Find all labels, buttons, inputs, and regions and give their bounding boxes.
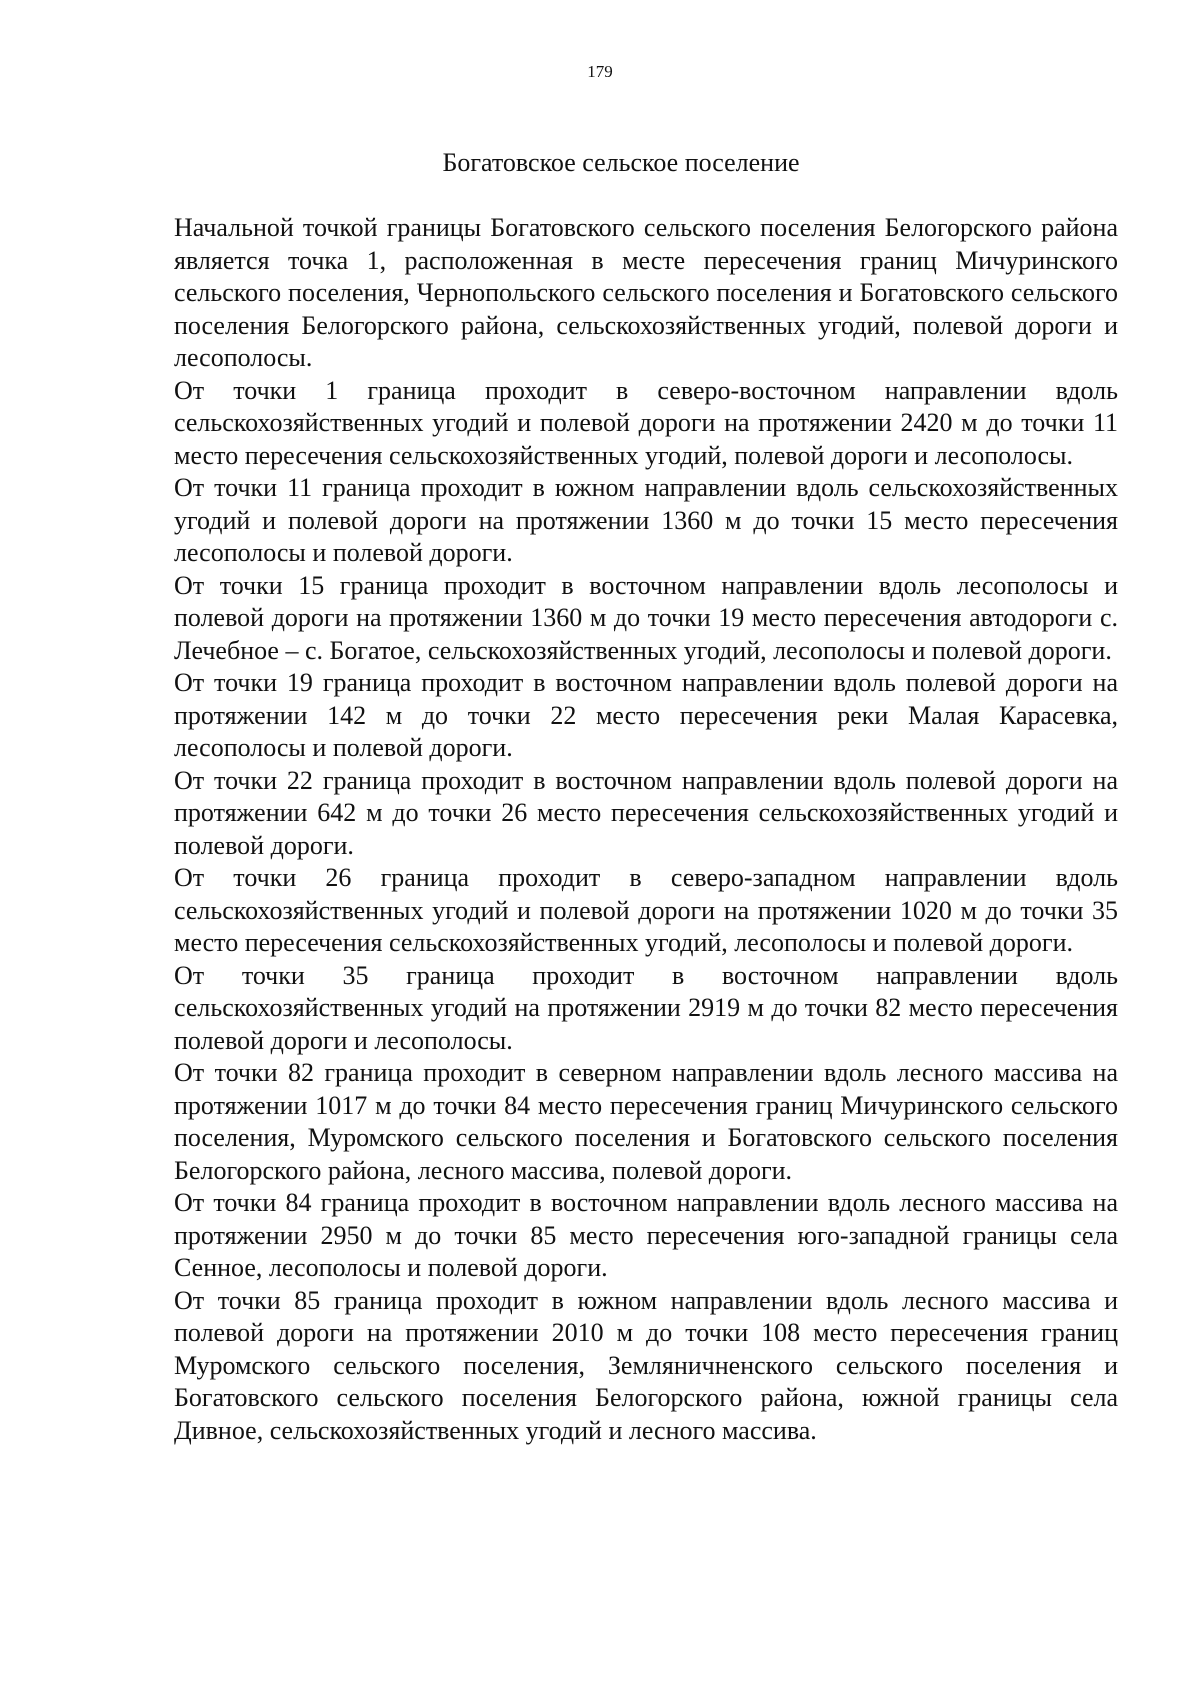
paragraph-point-1: От точки 1 граница проходит в северо-восточном направлении вдоль сельскохозяйственных угодий и полевой дороги на протяжении 2420 м до точки 11 место пересечения сельскохозяйственных угодий, полевой дороги и лесополосы. — [174, 375, 1118, 470]
paragraph-starting-point: Начальной точкой границы Богатовского сельского поселения Белогорского района является точка 1, расположенная в месте пересечения границ Мичуринского сельского поселения, Чернопольского сельского поселения и Богатовского сельского поселения Белогорского района, сельскохозяйственных угодий, полевой дороги и лесополосы. — [174, 213, 1118, 372]
paragraph-point-26: От точки 26 граница проходит в северо-западном направлении вдоль сельскохозяйственных угодий и полевой дороги на протяжении 1020 м до точки 35 место пересечения сельскохозяйственных угодий, лесополосы и полевой дороги. — [174, 863, 1118, 957]
paragraph-point-15: От точки 15 граница проходит в восточном направлении вдоль лесополосы и полевой дороги на протяжении 1360 м до точки 19 место пересечения автодороги с. Лечебное – с. Богатое, сельскохозяйственных угодий, лесополосы и полевой дороги. — [174, 570, 1118, 665]
paragraph-point-22: От точки 22 граница проходит в восточном направлении вдоль полевой дороги на протяжении 642 м до точки 26 место пересечения сельскохозяйственных угодий и полевой дороги. — [174, 765, 1118, 860]
paragraph-point-19: От точки 19 граница проходит в восточном направлении вдоль полевой дороги на протяжении 142 м до точки 22 место пересечения реки Малая Карасевка, лесополосы и полевой дороги. — [174, 668, 1118, 762]
document-title: Богатовское сельское поселение — [442, 148, 800, 177]
document-body — [174, 212, 1118, 1447]
paragraph-point-35: От точки 35 граница проходит в восточном направлении вдоль сельскохозяйственных угодий на протяжении 2919 м до точки 82 место пересечения полевой дороги и лесополосы. — [174, 960, 1118, 1055]
paragraph-point-82: От точки 82 граница проходит в северном направлении вдоль лесного массива на протяжении 1017 м до точки 84 место пересечения границ Мичуринского сельского поселения, Муромского сельского поселения и Богатовского сельского поселения Белогорского района, лесного массива, полевой дороги. — [174, 1058, 1118, 1185]
paragraph-point-85: От точки 85 граница проходит в южном направлении вдоль лесного массива и полевой дороги на протяжении 2010 м до точки 108 место пересечения границ Муромского сельского поселения, Земляничненского сельского поселения и Богатовского сельского поселения Белогорского района, южной границы села Дивное, сельскохозяйственных угодий и лесного массива. — [174, 1285, 1118, 1445]
paragraph-point-84: От точки 84 граница проходит в восточном направлении вдоль лесного массива на протяжении 2950 м до точки 85 место пересечения юго-западной границы села Сенное, лесополосы и полевой дороги. — [174, 1188, 1118, 1282]
paragraph-point-11: От точки 11 граница проходит в южном направлении вдоль сельскохозяйственных угодий и полевой дороги на протяжении 1360 м до точки 15 место пересечения лесополосы и полевой дороги. — [174, 473, 1118, 567]
page-number: 179 — [587, 62, 613, 81]
